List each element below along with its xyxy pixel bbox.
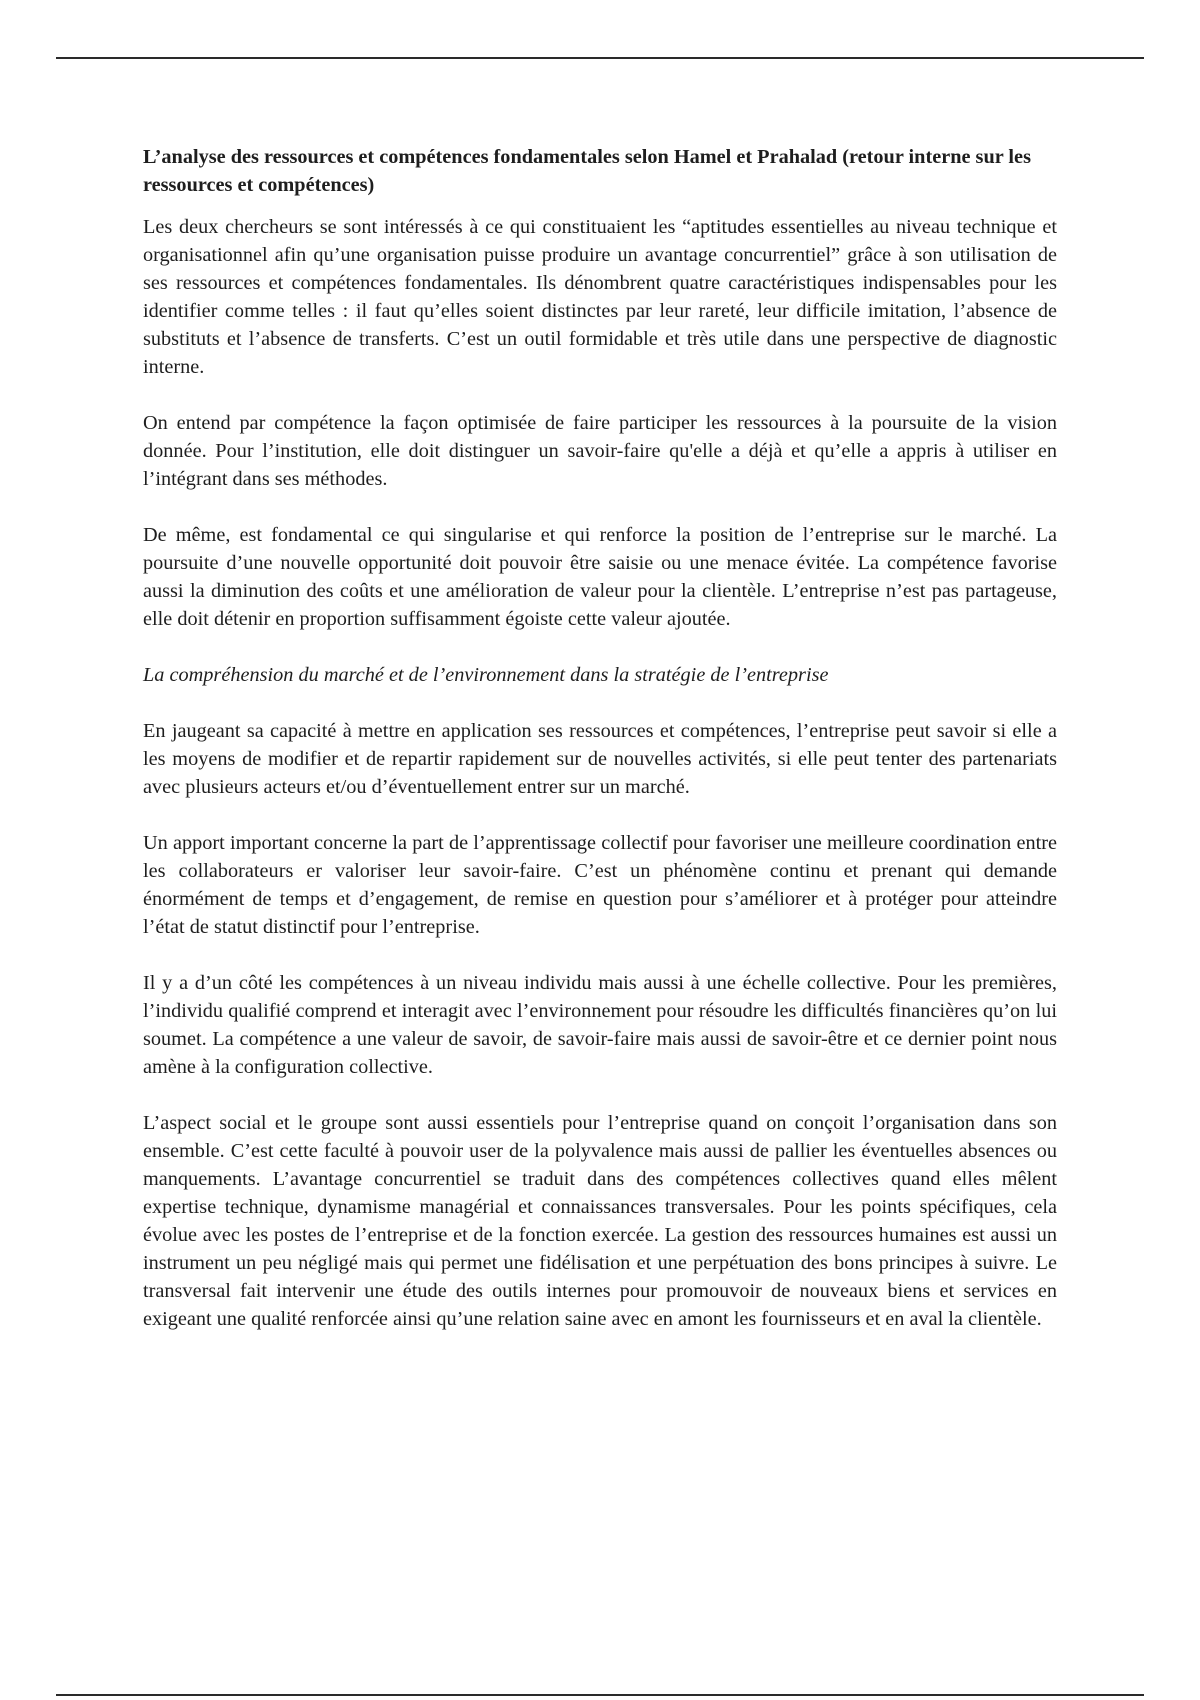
paragraph-5: Un apport important concerne la part de l’apprentissage collectif pour favoriser une meilleure coordination entre les collaborateurs er valoriser leur savoir-faire. C’est un phénomène continu et prenant qui demande énormément de temps et d’engagement, de remise en question pour s’améliorer et à protéger pour atteindre l’état de statut distinctif pour l’entreprise. [143,832,1057,938]
paragraph-1: Les deux chercheurs se sont intéressés à ce qui constituaient les “aptitudes essentielles au niveau technique et organisationnel afin qu’une organisation puisse produire un avantage concurrentiel” grâce à son utilisation de ses ressources et compétences fondamentales. Ils dénombrent quatre caractéristiques indispensables pour les identifier comme telles : il faut qu’elles soient distinctes par leur rareté, leur difficile imitation, l’absence de substituts et l’absence de transferts. C’est un outil formidable et très utile dans une perspective de diagnostic interne. [143,216,1057,378]
paragraph-3: De même, est fondamental ce qui singularise et qui renforce la position de l’entreprise sur le marché. La poursuite d’une nouvelle opportunité doit pouvoir être saisie ou une menace évitée. La compétence favorise aussi la diminution des coûts et une amélioration de valeur pour la clientèle. L’entreprise n’est pas partageuse, elle doit détenir en proportion suffisamment égoiste cette valeur ajoutée. [143,524,1057,630]
bottom-rule [56,1694,1144,1696]
paragraph-7: L’aspect social et le groupe sont aussi essentiels pour l’entreprise quand on conçoit l’organisation dans son ensemble. C’est cette faculté à pouvoir user de la polyvalence mais aussi de pallier les éventuelles absences ou manquements. L’avantage concurrentiel se traduit dans des compétences collectives quand elles mêlent expertise technique, dynamisme managérial et connaissances transversales. Pour les points spécifiques, cela évolue avec les postes de l’entreprise et de la fonction exercée. La gestion des ressources humaines est aussi un instrument un peu négligé mais qui permet une fidélisation et une perpétuation des bons principes à suivre. Le transversal fait intervenir une étude des outils internes pour promouvoir de nouveaux biens et services en exigeant une qualité renforcée ainsi qu’une relation saine avec en amont les fournisseurs et en aval la clientèle. [143,1112,1057,1330]
document-body [143,143,1057,1361]
paragraph-6: Il y a d’un côté les compétences à un niveau individu mais aussi à une échelle collective. Pour les premières, l’individu qualifié comprend et interagit avec l’environnement pour résoudre les difficultés financières qu’on lui soumet. La compétence a une valeur de savoir, de savoir-faire mais aussi de savoir-être et ce dernier point nous amène à la configuration collective. [143,972,1057,1078]
top-rule [56,57,1144,59]
paragraph-2: On entend par compétence la façon optimisée de faire participer les ressources à la poursuite de la vision donnée. Pour l’institution, elle doit distinguer un savoir-faire qu'elle a déjà et qu’elle a appris à utiliser en l’intégrant dans ses méthodes. [143,412,1057,490]
section-subheading: La compréhension du marché et de l’environnement dans la stratégie de l’entreprise [143,664,829,686]
document-title: L’analyse des ressources et compétences fondamentales selon Hamel et Prahalad (retour interne sur les ressources et compétences) [143,146,1031,196]
paragraph-4: En jaugeant sa capacité à mettre en application ses ressources et compétences, l’entreprise peut savoir si elle a les moyens de modifier et de repartir rapidement sur de nouvelles activités, si elle peut tenter des partenariats avec plusieurs acteurs et/ou d’éventuellement entrer sur un marché. [143,720,1057,798]
